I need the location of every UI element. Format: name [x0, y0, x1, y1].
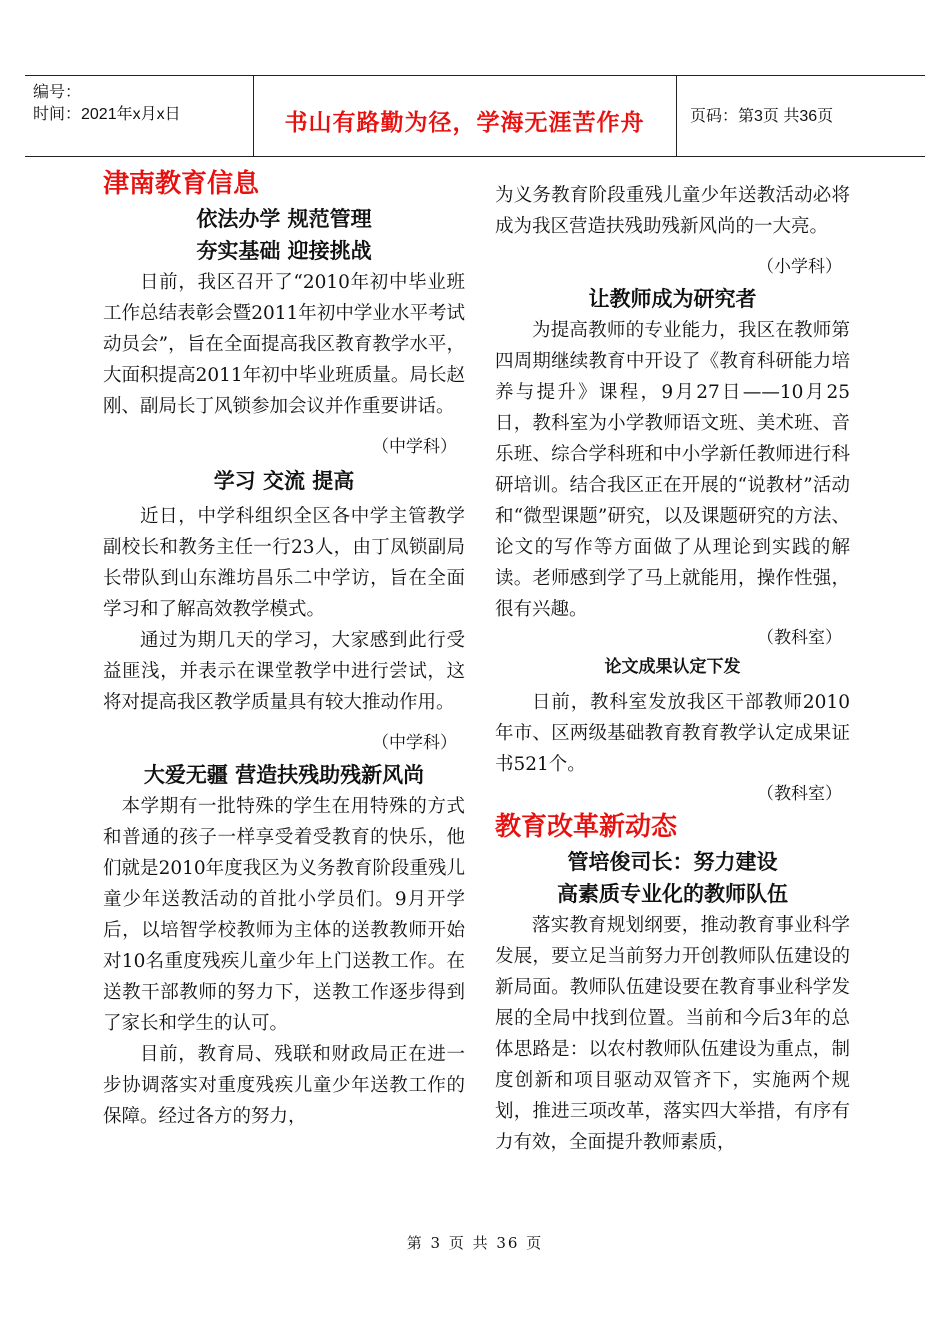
doc-number-label: 编号： [33, 84, 82, 101]
header-info-cell [25, 76, 254, 156]
article-paragraph: 本学期有一批特殊的学生在用特殊的方式和普通的孩子一样享受着受教育的快乐，他们就是2010年度我区为义务教育阶段重残儿童少年送教活动的首批小学员们。9月开学后，以培智学校教师为主体的送教教师开始对10名重度残疾儿童少年上门送教工作。在送教干部教师的努力下，送教工作逐步得到了家长和学生的认可。 [103, 796, 465, 1034]
section-title-jinnan-news: 津南教育信息 [103, 169, 260, 199]
article-source: （小学科） [757, 257, 842, 277]
section-title-reform-news: 教育改革新动态 [495, 812, 678, 842]
article-paragraph: 为提高教师的专业能力，我区在教师第四周期继续教育中开设了《教育科研能力培养与提升》课程，9月27日——10月25日，教科室为小学教师语文班、美术班、音乐班、综合学科班和中小学新任教师进行科研培训。结合我区正在开展的“说教材”活动和“微型课题”研究，以及课题研究的方法、论文的写作等方面做了从理论到实践的解读。老师感到学了马上就能用，操作性强，很有兴趣。 [495, 320, 850, 620]
header-motto-cell [253, 76, 677, 156]
article-paragraph: 日前，我区召开了“2010年初中毕业班工作总结表彰会暨2011年初中学业水平考试动员会”，旨在全面提高我区教育教学水平，大面积提高2011年初中毕业班质量。局长赵刚、副局长丁风锁参加会议并作重要讲话。 [103, 272, 465, 417]
article-title: 学习 交流 提高 [213, 469, 355, 493]
article-paragraph: 近日，中学科组织全区各中学主管教学副校长和教务主任一行23人，由丁凤锁副局长带队到山东潍坊昌乐二中学访，旨在全面学习和了解高效教学模式。 [103, 506, 465, 620]
header-page-cell [676, 76, 925, 156]
article-paragraph-continued: 为义务教育阶段重残儿童少年送教活动必将成为我区营造扶残助残新风尚的一大亮。 [495, 185, 850, 237]
article-source: （中学科） [372, 437, 457, 457]
article-title-line2: 夯实基础 迎接挑战 [196, 239, 372, 263]
right-column [495, 180, 850, 1158]
article-paragraph: 落实教育规划纲要，推动教育事业科学发展，要立足当前努力开创教师队伍建设的新局面。教师队伍建设要在教育事业科学发展的全局中找到位置。当前和今后3年的总体思路是：以农村教师队伍建设为重点，制度创新和项目驱动双管齐下，实施两个规划，推进三项改革，落实四大举措，有序有力有效，全面提升教师素质， [495, 915, 850, 1153]
header-page-number: 页码：第3页 共36页 [690, 108, 834, 125]
article-title: 让教师成为研究者 [588, 287, 757, 311]
article-source: （教科室） [757, 784, 842, 804]
page-footer: 第 3 页 共 36 页 [406, 1234, 544, 1252]
page-header [25, 75, 925, 157]
article-source: （中学科） [372, 733, 457, 753]
article-title: 论文成果认定下发 [604, 657, 741, 677]
article-title-line2: 高素质专业化的教师队伍 [557, 882, 788, 906]
article-paragraph: 通过为期几天的学习，大家感到此行受益匪浅，并表示在课堂教学中进行尝试，这将对提高我区教学质量具有较大推动作用。 [103, 630, 465, 713]
article-title-line1: 管培俊司长：努力建设 [567, 850, 778, 874]
article-source: （教科室） [757, 628, 842, 648]
header-motto: 书山有路勤为径，学海无涯苦作舟 [284, 110, 645, 136]
article-paragraph: 目前，教育局、残联和财政局正在进一步协调落实对重度残疾儿童少年送教工作的保障。经过各方的努力， [103, 1044, 465, 1127]
doc-time-label: 时间：2021年x月x日 [33, 106, 181, 123]
left-column [103, 165, 465, 1132]
article-title-line1: 依法办学 规范管理 [196, 207, 372, 231]
article-title: 大爱无疆 营造扶残助残新风尚 [143, 763, 425, 787]
article-paragraph: 日前，教科室发放我区干部教师2010年市、区两级基础教育教育教学认定成果证书521个。 [495, 692, 850, 775]
